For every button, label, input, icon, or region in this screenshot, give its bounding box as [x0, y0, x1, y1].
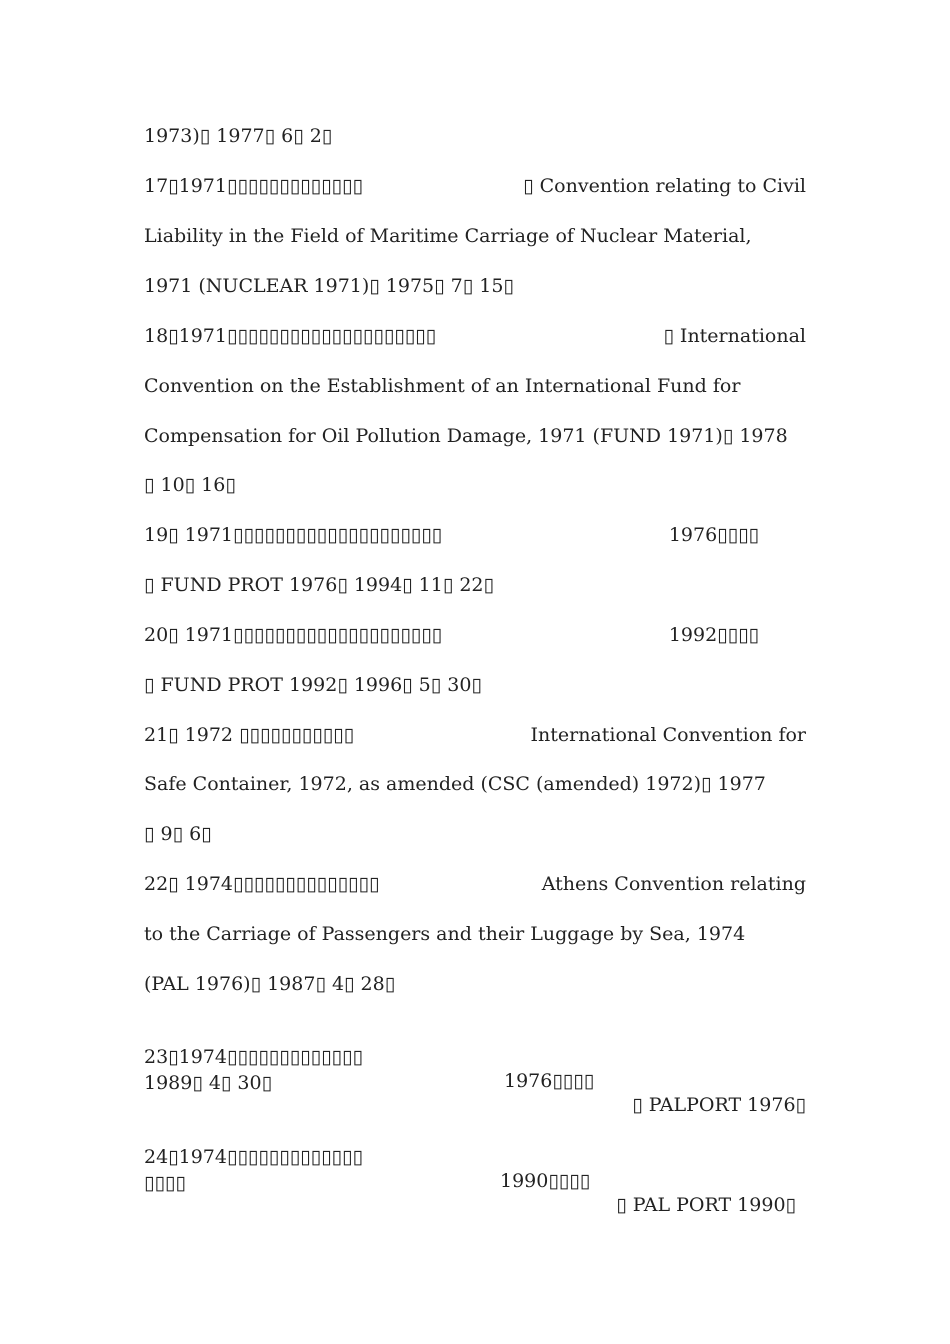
text-segment: 1976▯▯▯▯ [504, 1070, 595, 1092]
text-line: Liability in the Field of Maritime Carriage of Nuclear Material, [144, 225, 752, 247]
text-line: ▯ 10▯ 16▯ [144, 474, 236, 496]
text-segment: 1992▯▯▯▯ [668, 624, 759, 646]
text-segment: 18▯1971▯▯▯▯▯▯▯▯▯▯▯▯▯▯▯▯▯▯▯▯ [144, 325, 437, 347]
text-line [144, 523, 806, 547]
text-line: ▯▯▯▯ [144, 1172, 186, 1194]
text-segment: 22▯ 1974▯▯▯▯▯▯▯▯▯▯▯▯▯▯ [144, 873, 380, 895]
text-segment: 20▯ 1971▯▯▯▯▯▯▯▯▯▯▯▯▯▯▯▯▯▯▯▯ [144, 624, 443, 646]
text-line: Compensation for Oil Pollution Damage, 1971 (FUND 1971)▯ 1978 [144, 425, 788, 447]
text-line [144, 324, 806, 348]
text-segment: 19▯ 1971▯▯▯▯▯▯▯▯▯▯▯▯▯▯▯▯▯▯▯▯ [144, 524, 443, 546]
text-line: 1973)▯ 1977▯ 6▯ 2▯ [144, 125, 333, 147]
text-line: 1989▯ 4▯ 30▯ [144, 1072, 273, 1094]
text-line [144, 723, 806, 747]
text-line: to the Carriage of Passengers and their Luggage by Sea, 1974 [144, 923, 746, 945]
text-line: ▯ FUND PROT 1976▯ 1994▯ 11▯ 22▯ [144, 574, 494, 596]
text-segment: ▯ PALPORT 1976▯ [632, 1094, 806, 1116]
text-line: Safe Container, 1972, as amended (CSC (amended) 1972)▯ 1977 [144, 773, 766, 795]
text-line [144, 174, 806, 198]
text-line [144, 872, 806, 896]
text-line: ▯ FUND PROT 1992▯ 1996▯ 5▯ 30▯ [144, 674, 482, 696]
text-segment: 21▯ 1972 ▯▯▯▯▯▯▯▯▯▯▯ [144, 724, 355, 746]
text-line: ▯ 9▯ 6▯ [144, 823, 212, 845]
text-segment: ▯ Convention relating to Civil [523, 175, 806, 197]
text-segment: Athens Convention relating [541, 873, 806, 895]
text-line: (PAL 1976)▯ 1987▯ 4▯ 28▯ [144, 973, 396, 995]
text-line: 1971 (NUCLEAR 1971)▯ 1975▯ 7▯ 15▯ [144, 275, 514, 297]
text-segment: International Convention for [530, 724, 806, 746]
text-segment: 1976▯▯▯▯ [668, 524, 759, 546]
text-line: Convention on the Establishment of an International Fund for [144, 375, 741, 397]
text-segment: 24▯1974▯▯▯▯▯▯▯▯▯▯▯▯▯ [144, 1146, 363, 1168]
text-line [144, 623, 806, 647]
text-segment: 1990▯▯▯▯ [500, 1170, 591, 1192]
text-segment: 23▯1974▯▯▯▯▯▯▯▯▯▯▯▯▯ [144, 1046, 363, 1068]
text-segment: ▯ PAL PORT 1990▯ [616, 1194, 796, 1216]
text-segment: 17▯1971▯▯▯▯▯▯▯▯▯▯▯▯▯ [144, 175, 363, 197]
text-segment: ▯ International [663, 325, 806, 347]
text-line [144, 1121, 806, 1216]
